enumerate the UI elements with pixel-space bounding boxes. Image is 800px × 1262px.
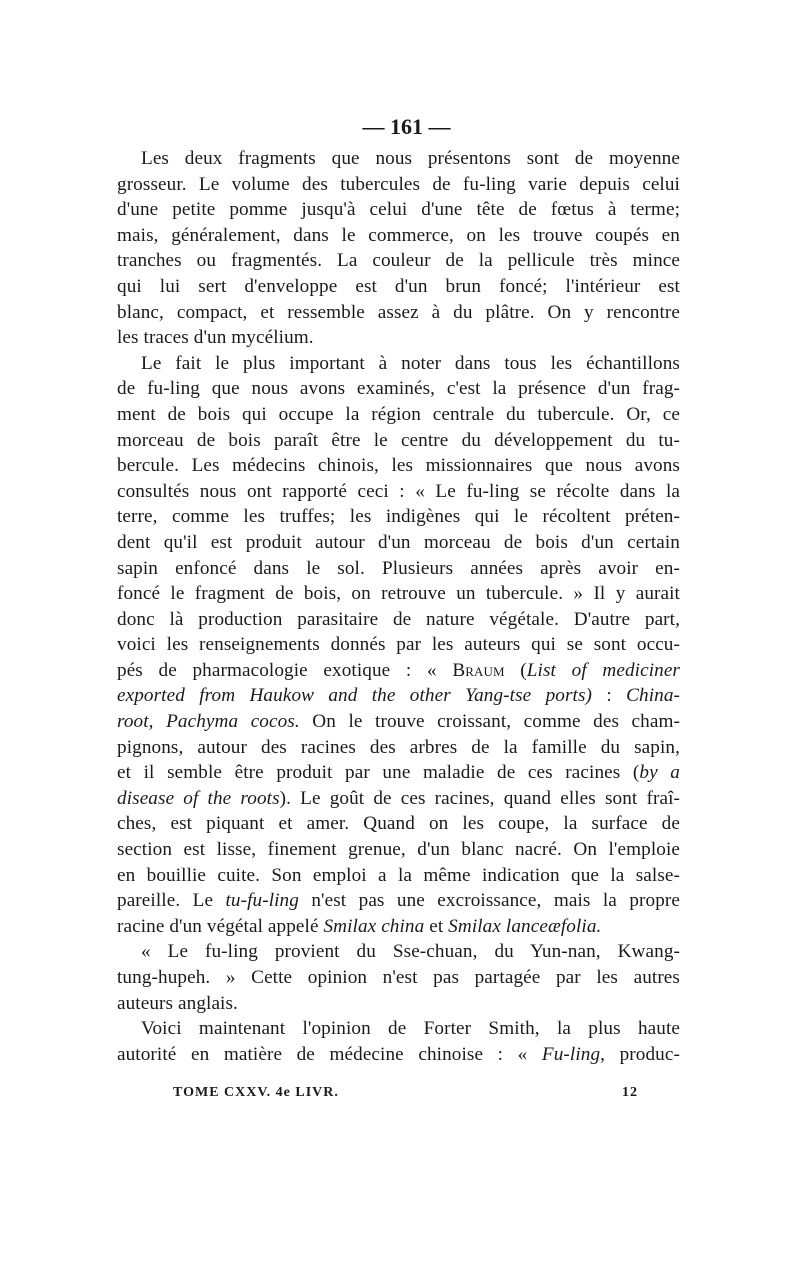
text-segment: On le trouve croissant, comme des cham- [299,711,680,733]
text-segment: racine d'un végétal appelé [117,915,324,937]
text-line [117,658,680,684]
text-line: Le fait le plus important à noter dans tous les échantillons [141,352,680,374]
paragraph-2 [117,351,680,940]
text-line [117,914,680,940]
text-line: ches, est piquant et amer. Quand on les coupe, la surface de [117,813,680,835]
text-line: section est lisse, finement grenue, d'un blanc nacré. On l'emploie [117,839,680,861]
text-line [117,1042,680,1068]
text-line [117,709,680,735]
paragraph-3 [117,939,680,1016]
book-title: exported from Haukow and the other Yang-tse ports) [117,685,593,707]
text-line: tranches ou fragmentés. La couleur de la pellicule très mince [117,250,680,272]
signature-number: 12 [622,1085,638,1100]
species-name: tu-fu-ling [225,890,299,912]
text-line [117,888,680,914]
text-segment: ( [504,659,527,681]
quoted-english: by a [639,762,680,784]
text-segment: n'est pas une excroissance, mais la propre [298,890,680,912]
species-name: China- [626,685,681,707]
book-title: List of mediciner [526,659,681,681]
text-line: voici les renseignements donnés par les auteurs qui se sont occu- [117,634,680,656]
quoted-english: disease of the roots [117,787,280,809]
paragraph-1 [117,146,680,351]
text-line [117,760,680,786]
text-line: Les deux fragments que nous présentons sont de moyenne [141,148,680,169]
author-name: Braum [452,659,505,681]
text-line: consultés nous ont rapporté ceci : « Le fu-ling se récolte dans la [117,480,680,502]
text-line: qui lui sert d'enveloppe est d'un brun foncé; l'intérieur est [117,275,680,297]
text-line: pignons, autour des racines des arbres de la famille du sapin, [117,736,680,758]
text-segment: : [592,685,627,707]
text-line: donc là production parasitaire de nature végétale. D'autre part, [117,608,680,630]
text-line: d'une petite pomme jusqu'à celui d'une tête de fœtus à terme; [117,199,680,221]
text-line: Voici maintenant l'opinion de Forter Smith, la plus haute [141,1018,680,1040]
page-number: — 161 — [362,114,451,139]
text-line: bercule. Les médecins chinois, les missionnaires que nous avons [117,455,680,477]
text-line: foncé le fragment de bois, on retrouve un tubercule. » Il y aurait [117,583,680,605]
text-line [117,683,680,709]
text-line: blanc, compact, et ressemble assez à du plâtre. On y rencontre [117,301,680,323]
text-line: « Le fu-ling provient du Sse-chuan, du Yun-nan, Kwang- [141,941,680,963]
paragraph-4 [117,1016,680,1067]
text-line: les traces d'un mycélium. [117,327,314,349]
text-line: auteurs anglais. [117,992,238,1014]
text-segment: ). Le goût de ces racines, quand elles sont fraî- [279,787,680,809]
species-name: Smilax lanceæfolia. [448,915,602,937]
text-segment: et il semble être produit par une maladie de ces racines ( [117,762,640,784]
text-segment: pareille. Le [117,890,226,912]
text-line: en bouillie cuite. Son emploi a la même indication que la salse- [117,864,680,886]
text-line: ment de bois qui occupe la région centrale du tubercule. Or, ce [117,403,680,425]
text-segment: , produc- [600,1043,680,1065]
text-line: dent qu'il est produit autour d'un morceau de bois d'un certain [117,531,680,553]
text-line: morceau de bois paraît être le centre du développement du tu- [117,429,680,451]
text-line: mais, généralement, dans le commerce, on les trouve coupés en [117,224,680,246]
body-text [117,146,680,1067]
text-line: de fu-ling que nous avons examinés, c'est la présence d'un frag- [117,378,680,400]
text-line: grosseur. Le volume des tubercules de fu-ling varie depuis celui [117,173,680,195]
text-segment: et [424,915,449,937]
volume-signature: TOME CXXV. 4e LIVR. [173,1085,339,1100]
text-segment: autorité en matière de médecine chinoise : « [117,1043,542,1065]
species-name: Smilax china [323,915,425,937]
page-footer [173,1085,638,1101]
text-line: tung-hupeh. » Cette opinion n'est pas partagée par les autres [117,967,680,988]
text-segment: pés de pharmacologie exotique : « [117,659,453,681]
text-line: terre, comme les truffes; les indigènes qui le récoltent préten- [117,506,680,528]
species-name: root, Pachyma cocos. [117,711,300,733]
text-line: sapin enfoncé dans le sol. Plusieurs années après avoir en- [117,557,680,579]
page [117,112,680,1067]
species-name: Fu-ling [541,1043,601,1065]
text-line [117,786,680,812]
